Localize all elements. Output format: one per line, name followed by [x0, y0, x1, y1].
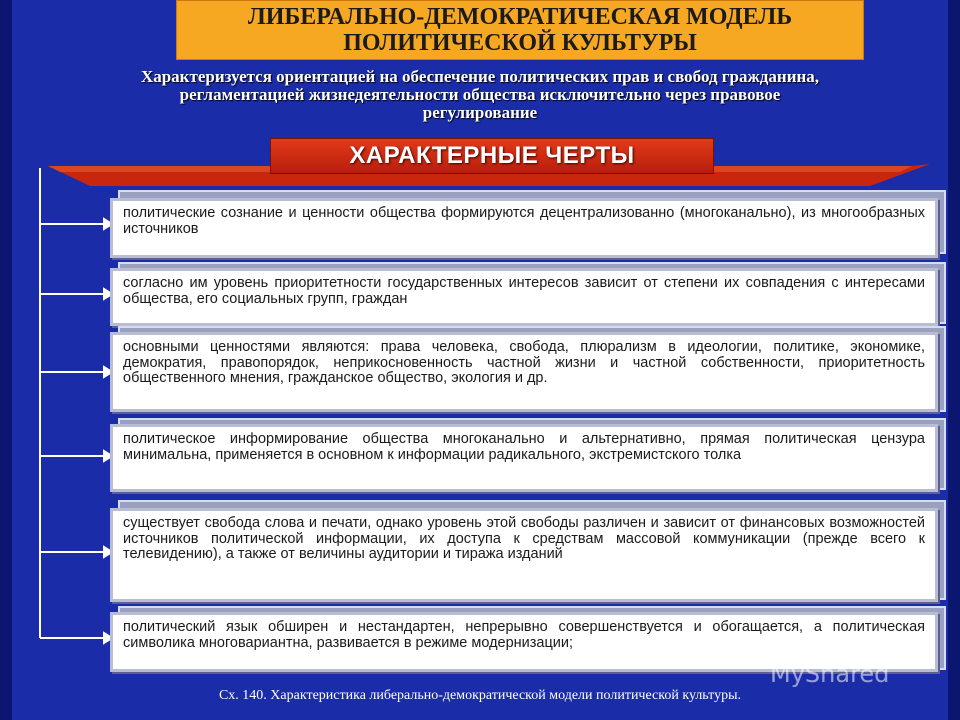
features-header — [270, 138, 714, 174]
title-line-2: ПОЛИТИЧЕСКОЙ КУЛЬТУРЫ — [343, 30, 697, 56]
figure-caption: Сх. 140. Характеристика либерально-демократической модели политической культуры. — [218, 688, 742, 703]
feature-card-5 — [110, 508, 938, 602]
feature-text-1: политические сознание и ценности общества формируются децентрализованно (многоканально), из многообразных источников — [123, 205, 925, 237]
left-edge-stripe — [0, 0, 12, 720]
feature-card-3 — [110, 332, 938, 412]
intro-text — [40, 68, 920, 122]
feature-text-4: политическое информирование общества многоканально и альтернативно, прямая политическая цензура минимальна, применяется в основном к информации радикального, экстремистского толка — [123, 431, 925, 463]
features-label: ХАРАКТЕРНЫЕ ЧЕРТЫ — [349, 142, 635, 169]
feature-text-3: основными ценностями являются: права человека, свобода, плюрализм в идеологии, политике, экономике, демократия, правопорядок, неприкосновенность частной жизни и частной собственности, приоритетность общественного мнения, гражданское общество, экология и др. — [123, 339, 925, 386]
right-edge-stripe — [948, 0, 960, 720]
intro-line-2: регламентацией жизнедеятельности общества исключительно через правовое — [179, 85, 781, 104]
feature-card-4 — [110, 424, 938, 492]
feature-card-2 — [110, 268, 938, 326]
feature-card-1 — [110, 198, 938, 258]
feature-text-2: согласно им уровень приоритетности государственных интересов зависит от степени их совпадения с интересами общества, его социальных групп, граждан — [123, 275, 925, 307]
watermark-text: MyShared — [770, 660, 890, 688]
intro-line-3: регулирование — [422, 103, 538, 122]
intro-line-1: Характеризуется ориентацией на обеспечение политических прав и свобод гражданина, — [140, 67, 820, 86]
feature-text-6: политический язык обширен и нестандартен, непрерывно совершенствуется и обогащается, а политическая символика многовариантна, развивается в режиме модернизации; — [123, 619, 925, 651]
title-box — [176, 0, 864, 60]
title-line-1: ЛИБЕРАЛЬНО-ДЕМОКРАТИЧЕСКАЯ МОДЕЛЬ — [247, 4, 793, 30]
feature-text-5: существует свобода слова и печати, однако уровень этой свободы различен и зависит от финансовых возможностей источников политической информации, их доступа к средствам массовой коммуникации (прежде всего к телевидению), а также от величины аудитории и тиража изданий — [123, 515, 925, 562]
